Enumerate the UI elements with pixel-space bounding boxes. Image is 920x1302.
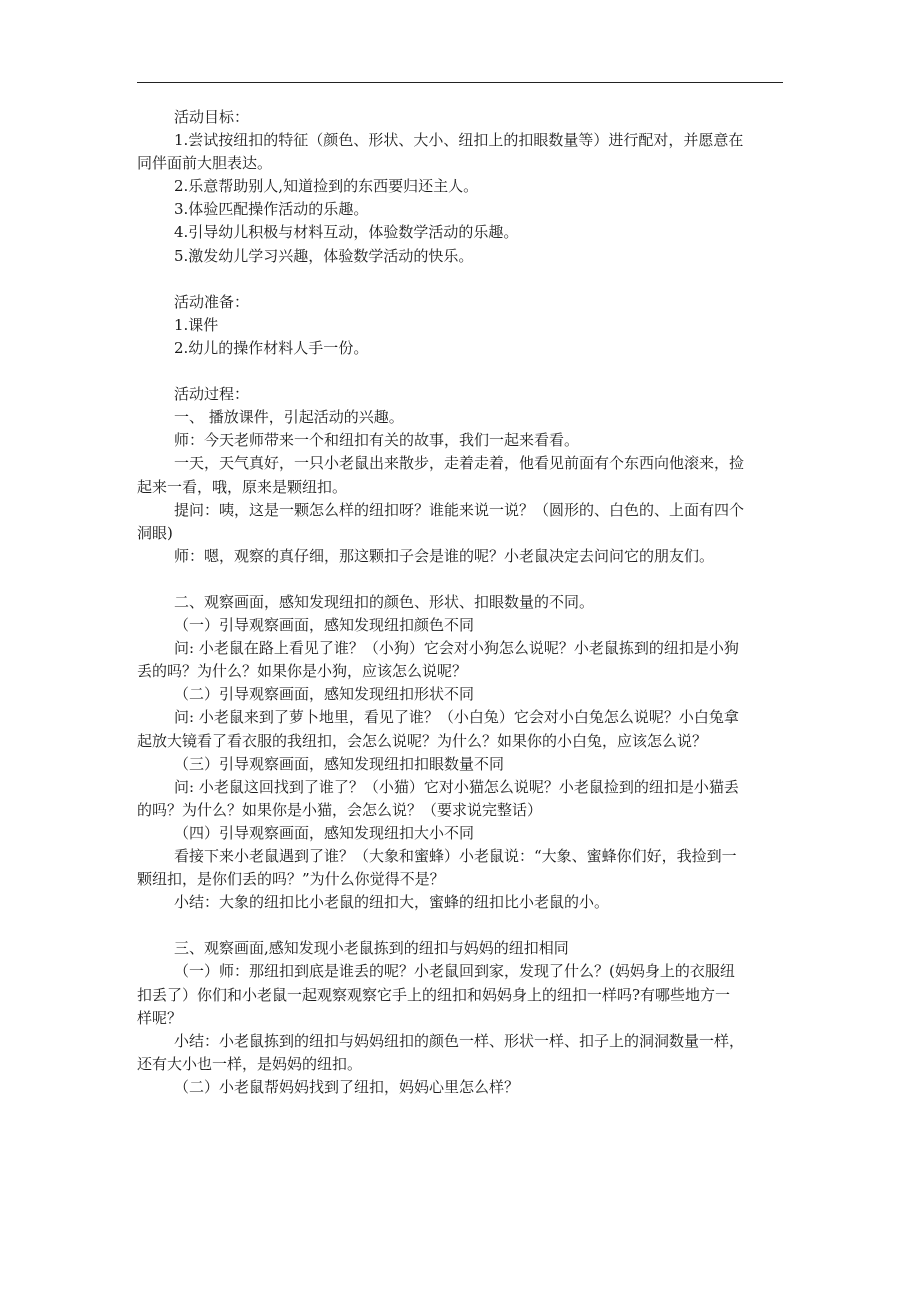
process-line: 师：今天老师带来一个和纽扣有关的故事，我们一起来看看。: [174, 431, 580, 450]
process-line: 洞眼): [137, 523, 173, 542]
process-line: 一、 播放课件，引起活动的兴趣。: [174, 408, 404, 427]
process-line: 二、观察画面，感知发现纽扣的颜色、形状、扣眼数量的不同。: [174, 592, 595, 611]
goal-line: 1.尝试按纽扣的特征（颜色、形状、大小、纽扣上的扣眼数量等）进行配对，并愿意在: [174, 131, 744, 150]
goal-line: 3.体验匹配操作活动的乐趣。: [174, 200, 369, 219]
process-line: 小结：大象的纽扣比小老鼠的纽扣大，蜜蜂的纽扣比小老鼠的小。: [174, 893, 610, 912]
process-line: 的吗？为什么？如果你是小猫，会怎么说？（要求说完整话）: [137, 800, 543, 819]
process-line: 颗纽扣，是你们丢的吗？”为什么你觉得不是？: [137, 870, 445, 889]
process-line: （一）师：那纽扣到底是谁丢的呢？小老鼠回到家，发现了什么？(妈妈身上的衣服纽: [174, 962, 735, 981]
process-line: 扣丢了）你们和小老鼠一起观察观察它手上的纽扣和妈妈身上的纽扣一样吗?有哪些地方一: [137, 985, 731, 1004]
process-line: 师：嗯，观察的真仔细，那这颗扣子会是谁的呢？小老鼠决定去问问它的朋友们。: [174, 546, 715, 565]
goal-line: 5.激发幼儿学习兴趣，体验数学活动的快乐。: [174, 246, 474, 265]
process-line: （二）小老鼠帮妈妈找到了纽扣，妈妈心里怎么样？: [174, 1077, 520, 1096]
process-line: 起来一看，哦，原来是颗纽扣。: [137, 477, 348, 496]
process-line: （二）引导观察画面，感知发现纽扣形状不同: [174, 685, 475, 704]
blank-line: [137, 268, 783, 291]
goal-line: 4.引导幼儿积极与材料互动，体验数学活动的乐趣。: [174, 223, 519, 242]
preparation-line: 2.幼儿的操作材料人手一份。: [174, 338, 369, 357]
process-line: 还有大小也一样，是妈妈的纽扣。: [137, 1054, 363, 1073]
preparation-heading: 活动准备：: [174, 292, 250, 311]
process-line: 一天，天气真好，一只小老鼠出来散步，走着走着，他看见前面有个东西向他滚来，捡: [174, 454, 745, 473]
preparation-line: 1.课件: [174, 315, 219, 334]
process-line: 问: 小老鼠这回找到了谁了？（小猫）它对小猫怎么说呢？小老鼠捡到的纽扣是小猫丢: [174, 777, 739, 796]
process-line: 样呢？: [137, 1008, 183, 1027]
process-line: 起放大镜看了看衣服的我纽扣，会怎么说呢？为什么？如果你的小白兔，应该怎么说？: [137, 731, 708, 750]
process-line: 问: 小老鼠来到了萝卜地里，看见了谁？（小白兔）它会对小白兔怎么说呢？小白兔拿: [174, 708, 739, 727]
process-line: （一）引导观察画面，感知发现纽扣颜色不同: [174, 616, 475, 635]
process-line: 提问：咦，这是一颗怎么样的纽扣呀？谁能来说一说？（圆形的、白色的、上面有四个: [174, 500, 745, 519]
blank-line: [137, 914, 783, 937]
header-rule: [137, 82, 783, 83]
blank-line: [137, 568, 783, 591]
process-line: （四）引导观察画面，感知发现纽扣大小不同: [174, 823, 475, 842]
process-line: 问: 小老鼠在路上看见了谁？（小狗）它会对小狗怎么说呢？小老鼠拣到的纽扣是小狗: [174, 639, 739, 658]
process-line: 丢的吗？为什么？如果你是小狗，应该怎么说呢？: [137, 662, 468, 681]
process-line: 看接下来小老鼠遇到了谁？（大象和蜜蜂）小老鼠说：“大象、蜜蜂你们好，我捡到一: [174, 847, 737, 865]
process-line: 小结：小老鼠拣到的纽扣与妈妈纽扣的颜色一样、形状一样、扣子上的洞洞数量一样，: [174, 1031, 745, 1050]
goal-line: 2.乐意帮助别人,知道捡到的东西要归还主人。: [174, 177, 479, 196]
goals-heading: 活动目标：: [174, 108, 250, 126]
process-line: （三）引导观察画面，感知发现纽扣扣眼数量不同: [174, 754, 505, 773]
process-heading: 活动过程：: [174, 385, 250, 404]
goal-line: 同伴面前大胆表达。: [137, 154, 273, 173]
process-line: 三、观察画面,感知发现小老鼠拣到的纽扣与妈妈的纽扣相同: [174, 939, 569, 958]
blank-line: [137, 360, 783, 383]
document-body: [137, 106, 783, 1099]
